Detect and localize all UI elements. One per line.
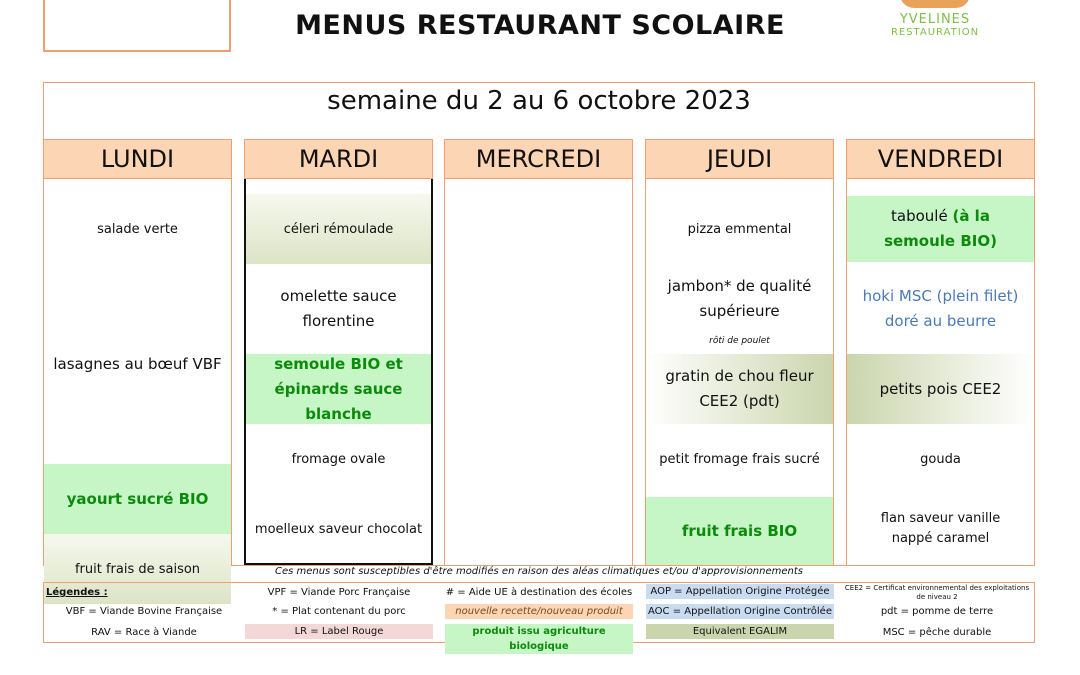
day-column-mardi: [244, 139, 433, 565]
legend-vpf: VPF = Viande Porc Française: [267, 587, 411, 598]
legend-aop: AOP = Appellation Origine Protégée: [646, 584, 834, 599]
legend-cee2: CEE2 = Certificat environnemental des exploitations de niveau 2: [844, 584, 1030, 601]
legend-bio: produit issu agriculture biologique: [445, 624, 633, 654]
day-column-lundi: [43, 139, 232, 577]
legend-box: [43, 582, 1035, 652]
menu-entree: céleri rémoulade: [246, 194, 431, 264]
brand-subtitle: RESTAURATION: [890, 27, 980, 38]
legend-egalim: Equivalent EGALIM: [646, 624, 834, 639]
legend-pdt: pdt = pomme de terre: [880, 606, 994, 617]
day-column-mercredi: [444, 139, 633, 565]
menu-laitage: gouda: [920, 451, 961, 467]
menu-dessert: fruit frais BIO: [646, 497, 833, 565]
brand-arc-icon: [900, 0, 970, 8]
legend-label-rouge: LR = Label Rouge: [245, 624, 433, 639]
menu-plat: hoki MSC (plein filet) doré au beurre: [862, 287, 1019, 330]
page-title: MENUS RESTAURANT SCOLAIRE: [295, 10, 785, 41]
menu-plat: jambon* de qualité supérieure: [667, 277, 812, 320]
day-header: JEUDI: [645, 139, 834, 179]
menu-accompagnement: petits pois CEE2: [847, 354, 1034, 424]
legend-aide-ue: # = Aide UE à destination des écoles: [445, 587, 633, 598]
menu-entree: pizza emmental: [687, 221, 792, 237]
menu-laitage: yaourt sucré BIO: [44, 464, 231, 534]
menu-laitage: petit fromage frais sucré: [659, 451, 820, 467]
menu-dessert: moelleux saveur chocolat: [254, 521, 423, 537]
legend-rav: RAV = Race à Viande: [91, 627, 197, 638]
legend-porc: * = Plat contenant du porc: [272, 606, 406, 617]
week-title: semaine du 2 au 6 octobre 2023: [327, 86, 751, 116]
menu-entree-bio: (à la semoule BIO): [884, 207, 997, 250]
menu-dessert: fruit frais de saison: [44, 534, 231, 604]
disclaimer-note: Ces menus sont susceptibles d'être modifiés en raison des aléas climatiques et/ou d'approvisionnements: [274, 566, 804, 577]
menu-entree-name: taboulé: [891, 207, 953, 225]
menu-accompagnement: semoule BIO et épinards sauce blanche: [246, 354, 431, 424]
school-logo-placeholder: [43, 0, 231, 52]
legend-msc: MSC = pêche durable: [882, 627, 992, 638]
menu-dessert: flan saveur vanille nappé caramel: [880, 511, 1001, 546]
menu-laitage: fromage ovale: [291, 451, 386, 467]
empty-day-body: [444, 179, 633, 565]
menu-plat-alternative: rôti de poulet: [709, 336, 770, 346]
menu-entree: [847, 196, 1034, 262]
legend-aoc: AOC = Appellation Origine Contrôlée: [646, 604, 834, 619]
legend-vbf: VBF = Viande Bovine Française: [65, 606, 223, 617]
brand-name: YVELINES: [899, 12, 971, 27]
legend-title: Légendes :: [46, 587, 108, 598]
menu-plat: omelette sauce florentine: [280, 287, 397, 330]
day-column-vendredi: [846, 139, 1035, 565]
day-header: LUNDI: [43, 139, 232, 179]
menu-plat: lasagnes au bœuf VBF: [53, 354, 222, 373]
day-column-jeudi: [645, 139, 834, 565]
day-header: MERCREDI: [444, 139, 633, 179]
menu-accompagnement: gratin de chou fleur CEE2 (pdt): [646, 354, 833, 424]
day-header: VENDREDI: [846, 139, 1035, 179]
legend-nouvelle-recette: nouvelle recette/nouveau produit: [445, 604, 633, 619]
day-header: MARDI: [244, 139, 433, 179]
menu-entree: salade verte: [97, 221, 178, 237]
brand-logo: [880, 0, 990, 38]
